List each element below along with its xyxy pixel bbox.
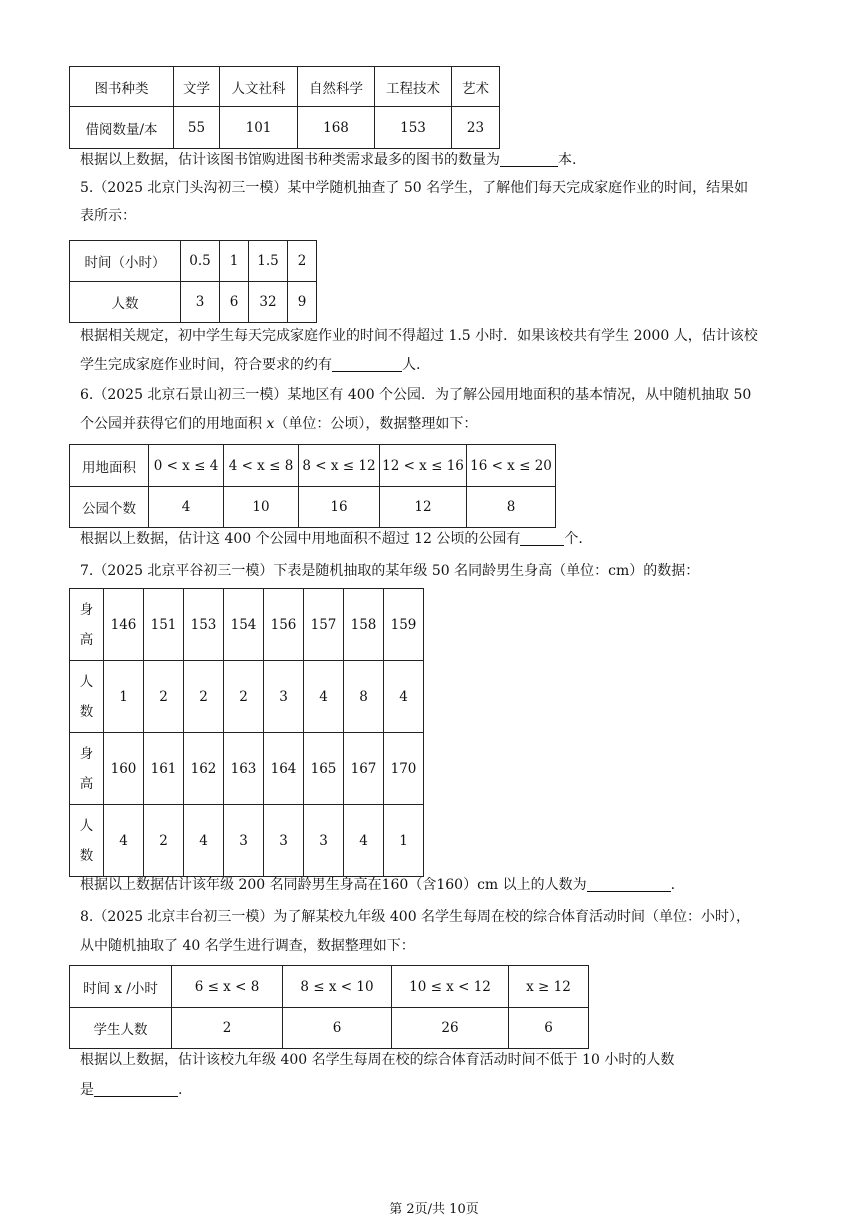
table-cell: 164 — [264, 733, 304, 805]
table-header-cell: 文学 — [174, 67, 220, 107]
table-cell: 6 — [283, 1008, 392, 1049]
table-cell: 人数 — [70, 282, 181, 323]
table-cell: 3 — [264, 661, 304, 733]
table-cell: 1 — [104, 661, 144, 733]
book-borrow-table — [69, 66, 500, 149]
table-cell: 4 — [104, 805, 144, 877]
table-header-cell: 1 — [220, 241, 249, 282]
table-cell: 158 — [344, 589, 384, 661]
table-header-cell: 0.5 — [181, 241, 220, 282]
table-cell: 146 — [104, 589, 144, 661]
table-header-cell: 16 < x ≤ 20 — [467, 445, 556, 487]
table-cell: 9 — [288, 282, 317, 323]
table-cell: 32 — [249, 282, 288, 323]
q5-after-line1: 根据相关规定，初中学生每天完成家庭作业的时间不得超过 1.5 小时．如果该校共有学生 2000 人，估计该校 — [80, 328, 758, 344]
table-cell: 3 — [304, 805, 344, 877]
table-cell: 101 — [220, 107, 298, 149]
table-header-cell: 8 < x ≤ 12 — [299, 445, 380, 487]
table-cell: 8 — [344, 661, 384, 733]
row-label-height: 身 高 — [70, 589, 104, 661]
row-label-count: 人 数 — [70, 661, 104, 733]
table-header-cell: 12 < x ≤ 16 — [380, 445, 467, 487]
table-cell: 6 — [220, 282, 249, 323]
table-cell: 156 — [264, 589, 304, 661]
table-cell: 10 — [224, 487, 299, 528]
table-cell: 2 — [144, 805, 184, 877]
table-cell: 26 — [392, 1008, 509, 1049]
table-cell: 163 — [224, 733, 264, 805]
table-header-cell: 用地面积 — [70, 445, 149, 487]
table-cell: 153 — [375, 107, 452, 149]
table-cell: 4 — [344, 805, 384, 877]
q8-stem-line2: 从中随机抽取了 40 名学生进行调查，数据整理如下： — [80, 938, 415, 954]
q5-stem-line2: 表所示： — [80, 208, 136, 224]
table-header-cell: 6 ≤ x < 8 — [172, 966, 283, 1008]
table-cell: 153 — [184, 589, 224, 661]
table-header-cell: 工程技术 — [375, 67, 452, 107]
table-cell: 159 — [384, 589, 424, 661]
park-area-table — [69, 444, 556, 528]
table-cell: 2 — [172, 1008, 283, 1049]
q6-answer-line: 根据以上数据，估计这 400 个公园中用地面积不超过 12 公顷的公园有 个. — [80, 531, 583, 547]
table-header-cell: 1.5 — [249, 241, 288, 282]
row-label-count: 人 数 — [70, 805, 104, 877]
table-header-cell: 4 < x ≤ 8 — [224, 445, 299, 487]
table-cell: 162 — [184, 733, 224, 805]
table-cell: 公园个数 — [70, 487, 149, 528]
q6-stem-line1: 6.（2025 北京石景山初三一模）某地区有 400 个公园．为了解公园用地面积的基本情况，从中随机抽取 50 — [80, 387, 752, 403]
row-label-height: 身 高 — [70, 733, 104, 805]
table-cell: 4 — [184, 805, 224, 877]
table-header-cell: 0 < x ≤ 4 — [149, 445, 224, 487]
table-cell: 4 — [384, 661, 424, 733]
q8-after-line1: 根据以上数据，估计该校九年级 400 名学生每周在校的综合体育活动时间不低于 10 小时的人数 — [80, 1052, 675, 1068]
answer-blank — [520, 529, 564, 546]
answer-blank — [500, 150, 558, 167]
table-cell: 167 — [344, 733, 384, 805]
table-cell: 12 — [380, 487, 467, 528]
table-header-cell: 2 — [288, 241, 317, 282]
page-footer: 第 2页/共 10页 — [389, 1202, 479, 1217]
table-cell: 6 — [509, 1008, 589, 1049]
table-cell: 1 — [384, 805, 424, 877]
table-cell: 157 — [304, 589, 344, 661]
q8-stem-line1: 8.（2025 北京丰台初三一模）为了解某校九年级 400 名学生每周在校的综合体育活动时间（单位：小时）， — [80, 909, 751, 925]
q5-stem-line1: 5.（2025 北京门头沟初三一模）某中学随机抽查了 50 名学生，了解他们每天完成家庭作业的时间，结果如 — [80, 180, 749, 196]
table-cell: 3 — [224, 805, 264, 877]
table-cell: 23 — [452, 107, 500, 149]
answer-blank — [587, 875, 671, 892]
q4-answer-line: 根据以上数据，估计该图书馆购进图书种类需求最多的图书的数量为 本. — [80, 152, 577, 168]
table-header-cell: 时间（小时） — [70, 241, 181, 282]
table-header-cell: 人文社科 — [220, 67, 298, 107]
table-header-cell: 时间 x /小时 — [70, 966, 172, 1008]
table-cell: 55 — [174, 107, 220, 149]
answer-blank — [332, 355, 402, 372]
table-header-cell: x ≥ 12 — [509, 966, 589, 1008]
height-table — [69, 588, 424, 877]
table-cell: 4 — [304, 661, 344, 733]
table-cell: 16 — [299, 487, 380, 528]
table-cell: 4 — [149, 487, 224, 528]
table-header-cell: 10 ≤ x < 12 — [392, 966, 509, 1008]
table-cell: 3 — [181, 282, 220, 323]
table-cell: 学生人数 — [70, 1008, 172, 1049]
table-cell: 161 — [144, 733, 184, 805]
table-cell: 2 — [224, 661, 264, 733]
table-cell: 8 — [467, 487, 556, 528]
table-cell: 2 — [144, 661, 184, 733]
table-header-cell: 艺术 — [452, 67, 500, 107]
q8-after-line2: 是 . — [80, 1082, 183, 1098]
table-cell: 160 — [104, 733, 144, 805]
table-cell: 151 — [144, 589, 184, 661]
table-header-cell: 8 ≤ x < 10 — [283, 966, 392, 1008]
table-cell: 2 — [184, 661, 224, 733]
table-cell: 借阅数量/本 — [70, 107, 174, 149]
table-header-cell: 自然科学 — [298, 67, 375, 107]
table-cell: 170 — [384, 733, 424, 805]
table-cell: 168 — [298, 107, 375, 149]
q5-after-line2: 学生完成家庭作业时间，符合要求的约有 人. — [80, 357, 421, 373]
q6-stem-line2: 个公园并获得它们的用地面积 x（单位：公顷），数据整理如下： — [80, 416, 478, 432]
table-header-cell: 图书种类 — [70, 67, 174, 107]
table-cell: 154 — [224, 589, 264, 661]
table-cell: 165 — [304, 733, 344, 805]
homework-time-table — [69, 240, 317, 323]
table-cell: 3 — [264, 805, 304, 877]
q7-answer-line: 根据以上数据估计该年级 200 名同龄男生身高在160（含160）cm 以上的人数为 . — [80, 877, 676, 893]
answer-blank — [94, 1080, 178, 1097]
pe-time-table — [69, 965, 589, 1049]
q7-stem-line1: 7.（2025 北京平谷初三一模）下表是随机抽取的某年级 50 名同龄男生身高（单位：cm）的数据： — [80, 563, 700, 579]
